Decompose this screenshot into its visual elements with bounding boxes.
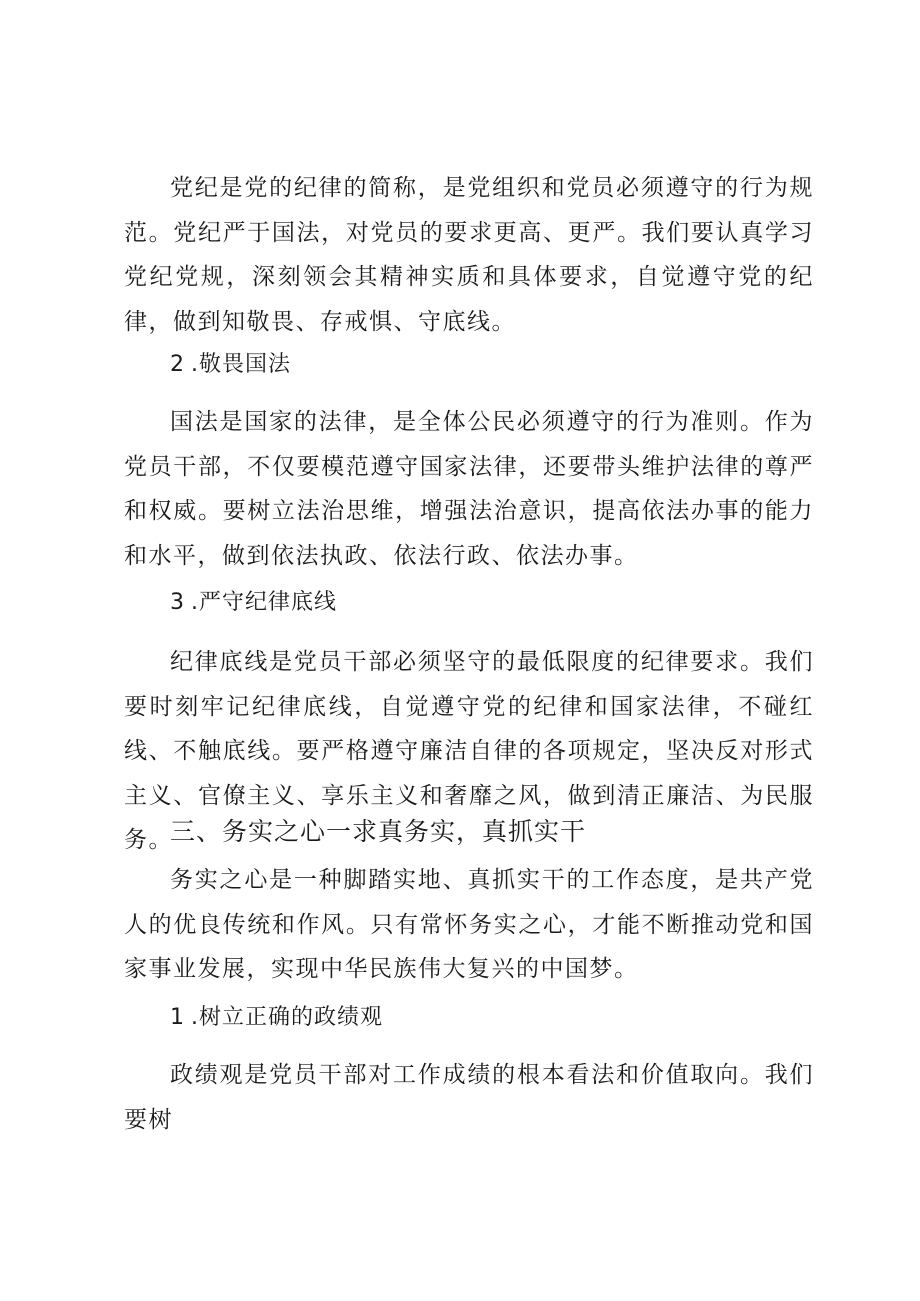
subheading-number: 2	[170, 352, 185, 377]
paragraph-party-discipline: 党纪是党的纪律的简称，是党组织和党员必须遵守的行为规范。党纪严于国法，对党员的要求更高、更严。我们要认真学习党纪党规，深刻领会其精神实质和具体要求，自觉遵守党的纪律，做到知敬畏、存戒惧、守底线。	[124, 175, 814, 335]
paragraph-bottom-line: 纪律底线是党员干部必须坚守的最低限度的纪律要求。我们要时刻牢记纪律底线，自觉遵守党的纪律和国家法律，不碰红线、不触底线。要严格遵守廉洁自律的各项规定，坚决反对形式主义、官僚主义、享乐主义和奢靡之风，做到清正廉洁、为民服务。	[124, 649, 814, 853]
paragraph-national-law: 国法是国家的法律，是全体公民必须遵守的行为准则。作为党员干部，不仅要模范遵守国家法律，还要带头维护法律的尊严和权威。要树立法治思维，增强法治意识，提高依法办事的能力和水平，做到依法执政、依法行政、依法办事。	[124, 409, 814, 569]
subheading-respect-law	[170, 350, 291, 380]
section-heading-pragmatic: 三、务实之心一求真务实，真抓实干	[170, 817, 587, 846]
paragraph-pragmatic-heart: 务实之心是一种脚踏实地、真抓实干的工作态度，是共产党人的优良传统和作风。只有常怀务实之心，才能不断推动党和国家事业发展，实现中华民族伟大复兴的中国梦。	[124, 867, 814, 982]
subheading-text: .严守纪律底线	[191, 590, 337, 615]
subheading-number: 1	[170, 1005, 185, 1030]
subheading-discipline-bottom-line	[170, 588, 337, 618]
paragraph-performance-view: 政绩观是党员干部对工作成绩的根本看法和价值取向。我们要树	[124, 1062, 814, 1133]
subheading-number: 3	[170, 590, 185, 615]
subheading-performance-view	[170, 1003, 383, 1033]
subheading-text: .树立正确的政绩观	[191, 1005, 383, 1030]
subheading-text: .敬畏国法	[191, 352, 291, 377]
